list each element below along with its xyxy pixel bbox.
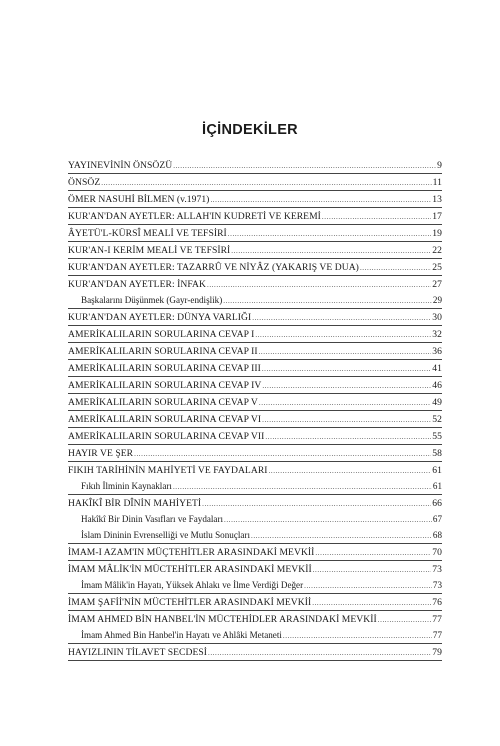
toc-page-number: 73 <box>432 580 442 590</box>
toc-subentry <box>68 295 442 306</box>
toc-entry <box>68 228 442 239</box>
toc-entry <box>68 211 442 222</box>
divider <box>68 258 442 259</box>
table-of-contents <box>68 160 442 664</box>
dot-leader <box>173 483 432 492</box>
toc-page-number: 66 <box>432 498 442 509</box>
toc-entry <box>68 647 442 658</box>
toc-entry-label: YAYINEVİNİN ÖNSÖZÜ <box>68 160 173 171</box>
divider <box>68 593 442 594</box>
divider <box>68 427 442 428</box>
dot-leader <box>313 566 432 575</box>
toc-entry-label: İMAM-I AZAM'IN MÜÇTEHİTLER ARASINDAKİ MEVKİİ <box>68 547 315 558</box>
divider <box>68 543 442 544</box>
toc-entry <box>68 329 442 340</box>
toc-entry-label: İslam Dininin Evrenselliği ve Mutlu Sonuçları <box>81 530 250 540</box>
dot-leader <box>262 416 431 425</box>
divider <box>68 241 442 242</box>
toc-entry <box>68 431 442 442</box>
toc-page-number: 61 <box>432 481 442 491</box>
toc-entry <box>68 448 442 459</box>
dot-leader <box>101 179 431 188</box>
dot-leader <box>224 516 432 525</box>
toc-page-number: 17 <box>432 211 442 222</box>
toc-entry-label: İmam Ahmed Bin Hanbel'in Hayatı ve Ahlâki Metaneti <box>81 630 282 640</box>
divider <box>68 173 442 174</box>
toc-page-number: 27 <box>432 279 442 290</box>
toc-page-number: 55 <box>432 431 442 442</box>
toc-page-number: 11 <box>432 177 442 188</box>
dot-leader <box>262 382 431 391</box>
toc-entry-label: KUR'AN-I KERİM MEALİ VE TEFSİRİ <box>68 245 231 256</box>
divider <box>68 560 442 561</box>
dot-leader <box>255 331 431 340</box>
dot-leader <box>312 599 431 608</box>
divider <box>68 308 442 309</box>
toc-entry-label: İMAM MÂLİK'İN MÜCTEHİTLER ARASINDAKİ MEVKİİ <box>68 564 312 575</box>
toc-entry-label: ÖNSÖZ <box>68 177 101 188</box>
toc-page-number: 30 <box>432 312 442 323</box>
dot-leader <box>223 297 432 306</box>
toc-entry-label: AMERİKALILARIN SORULARINA CEVAP I <box>68 329 255 340</box>
toc-entry <box>68 363 442 374</box>
divider <box>68 376 442 377</box>
dot-leader <box>210 196 431 205</box>
toc-entry <box>68 194 442 205</box>
dot-leader <box>251 532 432 541</box>
toc-page-number: 41 <box>432 363 442 374</box>
toc-page-number: 73 <box>432 564 442 575</box>
toc-subentry <box>68 530 442 541</box>
divider <box>68 224 442 225</box>
dot-leader <box>322 213 431 222</box>
dot-leader <box>315 549 431 558</box>
dot-leader <box>304 582 432 591</box>
divider <box>68 207 442 208</box>
toc-entry-label: İMAM ŞAFİİ'NİN MÜCTEHİTLER ARASINDAKİ MEVKİİ <box>68 597 312 608</box>
toc-page-number: 29 <box>432 295 442 305</box>
dot-leader <box>259 399 431 408</box>
toc-entry <box>68 547 442 558</box>
toc-page-number: 61 <box>432 465 442 476</box>
dot-leader <box>173 162 436 171</box>
toc-entry <box>68 597 442 608</box>
toc-entry <box>68 262 442 273</box>
toc-entry <box>68 397 442 408</box>
toc-entry <box>68 245 442 256</box>
dot-leader <box>259 348 432 357</box>
toc-page-number: 36 <box>432 346 442 357</box>
dot-leader <box>134 450 431 459</box>
toc-entry-label: HAYIR VE ŞER <box>68 448 134 459</box>
divider <box>68 342 442 343</box>
toc-page-number: 25 <box>432 262 442 273</box>
divider <box>68 660 442 661</box>
divider <box>68 610 442 611</box>
toc-entry <box>68 465 442 476</box>
toc-page-number: 46 <box>432 380 442 391</box>
toc-entry-label: AMERİKALILARIN SORULARINA CEVAP V <box>68 397 258 408</box>
toc-entry-label: KUR'AN'DAN AYETLER: ALLAH'IN KUDRETİ VE KEREMİ <box>68 211 321 222</box>
toc-page-number: 52 <box>432 414 442 425</box>
dot-leader <box>265 433 431 442</box>
divider <box>68 393 442 394</box>
toc-entry <box>68 160 442 171</box>
toc-subentry <box>68 514 442 525</box>
toc-page-number: 77 <box>432 630 442 640</box>
toc-entry <box>68 279 442 290</box>
dot-leader <box>262 365 431 374</box>
toc-subentry <box>68 481 442 492</box>
toc-entry-label: Hakîkî Bir Dinin Vasıfları ve Faydaları <box>81 514 224 524</box>
toc-entry-label: AMERİKALILARIN SORULARINA CEVAP VII <box>68 431 265 442</box>
divider <box>68 494 442 495</box>
toc-entry <box>68 346 442 357</box>
toc-entry-label: FIKIH TARİHİNİN MAHİYETİ VE FAYDALARI <box>68 465 268 476</box>
toc-entry-label: İMAM AHMED BİN HANBEL'İN MÜCTEHİDLER ARASINDAKİ MEVKİİ <box>68 614 377 625</box>
dot-leader <box>208 649 431 658</box>
dot-leader <box>252 314 431 323</box>
toc-entry-label: AMERİKALILARIN SORULARINA CEVAP VI <box>68 414 262 425</box>
toc-page-number: 76 <box>432 597 442 608</box>
toc-entry-label: ÖMER NASUHİ BİLMEN (v.1971) <box>68 194 210 205</box>
divider <box>68 359 442 360</box>
dot-leader <box>231 247 431 256</box>
toc-page-number: 13 <box>432 194 442 205</box>
toc-entry <box>68 380 442 391</box>
divider <box>68 444 442 445</box>
dot-leader <box>378 616 432 625</box>
toc-page-number: 68 <box>432 530 442 540</box>
divider <box>68 410 442 411</box>
toc-entry <box>68 564 442 575</box>
toc-entry-label: KUR'AN'DAN AYETLER: TAZARRÛ VE NİYÂZ (YAKARIŞ VE DUA) <box>68 262 359 273</box>
toc-page-number: 9 <box>437 160 442 171</box>
toc-page-number: 58 <box>432 448 442 459</box>
toc-entry-label: Fıkıh İlminin Kaynakları <box>81 481 172 491</box>
toc-entry-label: ÂYETÜ'L-KÜRSÎ MEALİ VE TEFSİRİ <box>68 228 227 239</box>
dot-leader <box>207 281 431 290</box>
toc-entry-label: İmam Mâlik'in Hayatı, Yüksek Ahlakı ve İlme Verdiği Değer <box>81 580 304 590</box>
toc-entry <box>68 498 442 509</box>
toc-entry-label: AMERİKALILARIN SORULARINA CEVAP II <box>68 346 258 357</box>
toc-entry-label: Başkalarını Düşünmek (Gayr-endişlik) <box>81 295 223 305</box>
toc-entry <box>68 614 442 625</box>
toc-entry <box>68 312 442 323</box>
dot-leader <box>269 467 432 476</box>
divider <box>68 643 442 644</box>
dot-leader <box>202 500 431 509</box>
dot-leader <box>283 632 432 641</box>
toc-entry <box>68 414 442 425</box>
toc-page-number: 22 <box>432 245 442 256</box>
toc-entry-label: HAYIZLININ TİLAVET SECDESİ <box>68 647 207 658</box>
toc-page-number: 79 <box>432 647 442 658</box>
toc-entry <box>68 177 442 188</box>
toc-entry-label: KUR'AN'DAN AYETLER: DÜNYA VARLIĞI <box>68 312 252 323</box>
toc-page-number: 70 <box>432 547 442 558</box>
toc-page-number: 49 <box>432 397 442 408</box>
toc-page-number: 19 <box>432 228 442 239</box>
dot-leader <box>360 264 431 273</box>
toc-subentry <box>68 630 442 641</box>
dot-leader <box>228 230 432 239</box>
toc-page-number: 32 <box>432 329 442 340</box>
page-title: İÇİNDEKİLER <box>202 122 298 138</box>
toc-entry-label: KUR'AN'DAN AYETLER: İNFAK <box>68 279 206 290</box>
divider <box>68 275 442 276</box>
toc-subentry <box>68 580 442 591</box>
divider <box>68 190 442 191</box>
divider <box>68 461 442 462</box>
divider <box>68 325 442 326</box>
toc-entry-label: HAKÎKÎ BİR DÎNİN MAHİYETİ <box>68 498 202 509</box>
toc-page-number: 67 <box>432 514 442 524</box>
toc-entry-label: AMERİKALILARIN SORULARINA CEVAP III <box>68 363 261 374</box>
toc-entry-label: AMERİKALILARIN SORULARINA CEVAP IV <box>68 380 262 391</box>
toc-page-number: 77 <box>432 614 442 625</box>
